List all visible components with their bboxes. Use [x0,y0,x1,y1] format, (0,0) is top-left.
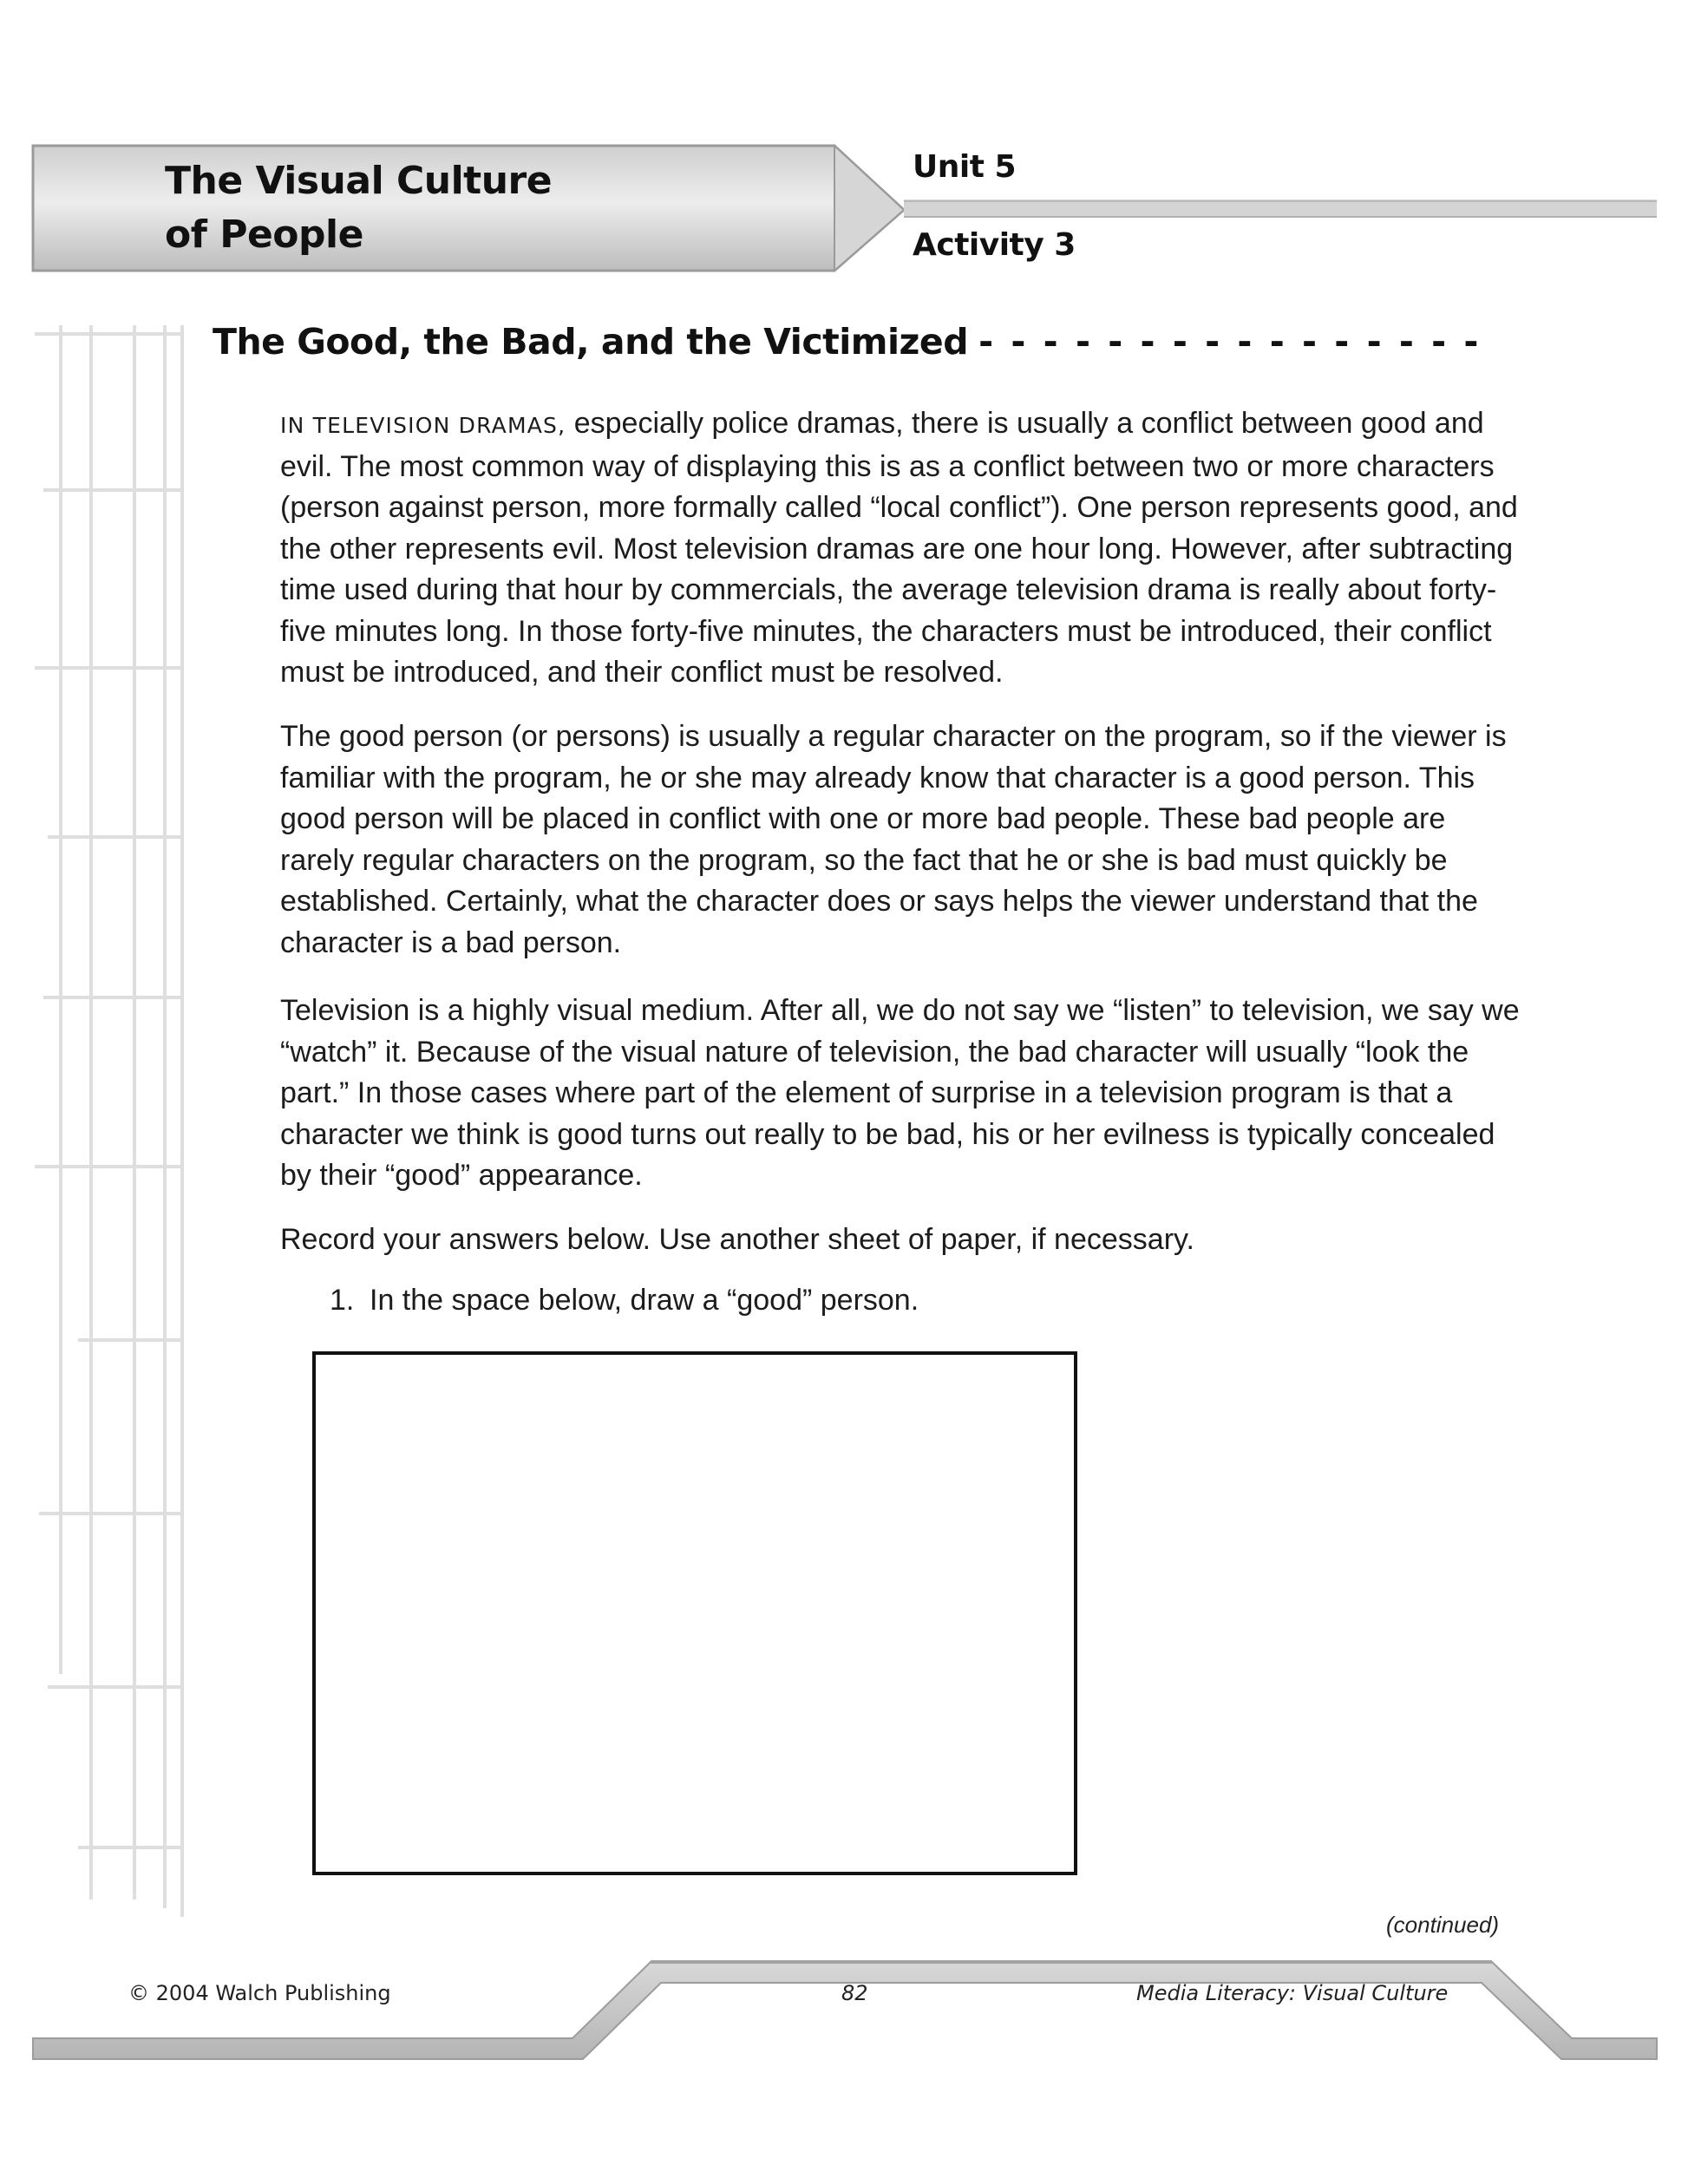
unit-label: Unit 5 [913,149,1016,185]
continued-note: (continued) [1386,1912,1500,1938]
book-title: Media Literacy: Visual Culture [1136,1981,1449,2005]
activity-heading-text: The Good, the Bad, and the Victimized [213,321,969,363]
activity-heading [213,321,1496,363]
heading-dashes: - - - - - - - - - - - - - - - - [978,321,1482,363]
drawing-answer-box[interactable] [312,1351,1077,1875]
unit-title [165,154,720,262]
intro-lead-in: IN TELEVISION DRAMAS, [280,413,566,438]
instructions-text: Record your answers below. Use another sheet of paper, if necessary. [280,1223,1194,1256]
activity-label: Activity 3 [913,227,1076,263]
question-1-text: In the space below, draw a “good” person. [370,1284,919,1317]
good-person-paragraph: The good person (or persons) is usually a regular character on the program, so if the viewer is familiar with the program, he or she may already know that character is a good person. This good person will be placed in conflict with one or more bad people. These bad people are rarely regular characters on the program, so the fact that he or she is bad must quickly be established. Certainly, what the character does or says helps the viewer understand that the character is a bad person. [280,720,1507,959]
intro-paragraph-text: especially police dramas, there is usually a conflict between good and evil. The most common way of displaying this is as a conflict between two or more characters (person against person, more formally called “local conflict”). One person represents good, and the other represents evil. Most television dramas are one hour long. However, after subtracting time used during that hour by commercials, the average television drama is really about forty-five minutes long. In those forty-five minutes, the characters must be introduced, their conflict must be introduced, and their conflict must be resolved. [280,407,1518,689]
question-1-number: 1. [330,1284,355,1317]
page-number: 82 [841,1981,868,2005]
left-grid-decoration [35,325,182,1917]
visual-medium-paragraph: Television is a highly visual medium. After all, we do not say we “listen” to television, we say we “watch” it. Because of the visual nature of television, the bad character will usually “look the part.” In those cases where part of the element of surprise in a television program is that a character we think is good turns out really to be bad, his or her evilness is typically concealed by their “good” appearance. [280,994,1520,1192]
question-1 [330,1284,919,1318]
unit-title-line-1: The Visual Culture [165,159,553,203]
copyright-text: © 2004 Walch Publishing [128,1981,391,2005]
unit-title-line-2: of People [165,213,363,257]
footer-band [33,1962,1657,2059]
intro-paragraph [280,403,1522,694]
